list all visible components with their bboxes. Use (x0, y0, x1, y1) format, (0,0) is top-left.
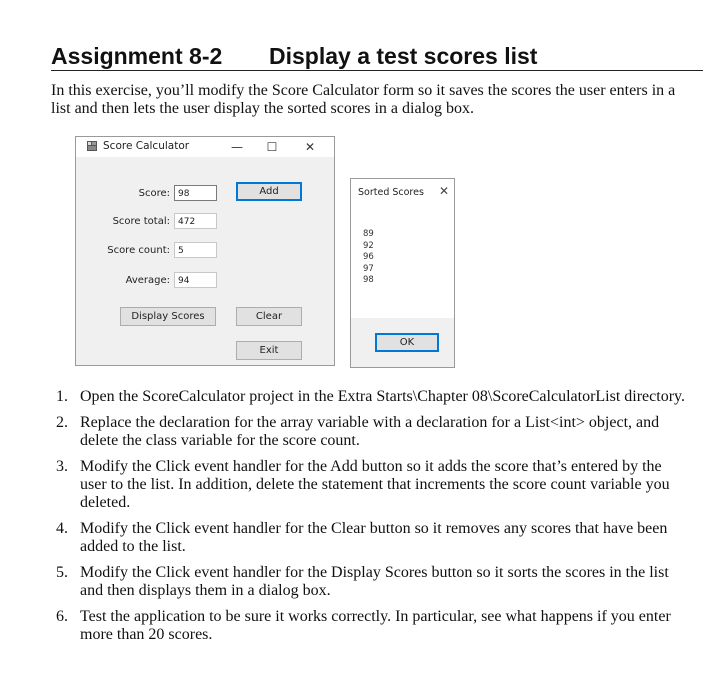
steps-list (51, 388, 691, 652)
step-text: Modify the Click event handler for the Add button so it adds the score that’s entered by the user to the list. In addition, delete the statement that increments the score count variable you deleted. (80, 458, 670, 511)
dialog-close-button[interactable]: ✕ (439, 184, 450, 198)
step-text: Replace the declaration for the array variable with a declaration for a List<int> object, and delete the class variable for the score count. (80, 414, 660, 449)
ok-button[interactable]: OK (375, 333, 439, 352)
sorted-scores-dialog (350, 178, 455, 368)
form-icon (87, 141, 97, 151)
intro-paragraph: In this exercise, you’ll modify the Score Calculator form so it saves the scores the user enters in a list and then lets the user display the sorted scores in a dialog box. (51, 82, 676, 117)
score-total-field: 472 (174, 213, 217, 229)
step-number: 1. (56, 388, 68, 405)
step-text: Open the ScoreCalculator project in the Extra Starts\Chapter 08\ScoreCalculatorList directory. (80, 388, 685, 405)
dialog-title: Sorted Scores (358, 187, 424, 198)
score-calculator-window (75, 136, 335, 366)
step-item (51, 458, 691, 512)
add-button[interactable]: Add (236, 182, 302, 201)
score-label: Score: (138, 188, 170, 199)
dialog-footer (351, 318, 454, 367)
step-text: Modify the Click event handler for the Display Scores button so it sorts the scores in the list and then displays them in a dialog box. (80, 564, 669, 599)
minimize-button[interactable]: — (231, 140, 243, 154)
score-total-label: Score total: (112, 216, 170, 227)
assignment-number: Assignment 8-2 (51, 43, 223, 69)
step-item (51, 608, 691, 644)
close-button[interactable]: ✕ (304, 140, 316, 154)
step-text: Test the application to be sure it works correctly. In particular, see what happens if you enter more than 20 scores. (80, 608, 671, 643)
step-item (51, 388, 691, 406)
step-number: 2. (56, 414, 68, 431)
score-count-label: Score count: (107, 245, 170, 256)
average-field: 94 (174, 272, 217, 288)
display-scores-button[interactable]: Display Scores (120, 307, 216, 326)
assignment-title: Display a test scores list (269, 43, 538, 69)
step-text: Modify the Click event handler for the Clear button so it removes any scores that have been added to the list. (80, 520, 668, 555)
window-title: Score Calculator (103, 140, 190, 152)
step-item (51, 414, 691, 450)
step-number: 3. (56, 458, 68, 475)
step-number: 6. (56, 608, 68, 625)
clear-button[interactable]: Clear (236, 307, 302, 326)
heading-rule (51, 70, 703, 71)
score-input[interactable]: 98 (174, 185, 217, 201)
step-item (51, 564, 691, 600)
sorted-scores-list: 89 92 96 97 98 (363, 229, 374, 285)
maximize-button[interactable]: ☐ (266, 140, 278, 154)
assignment-heading (51, 40, 703, 70)
score-count-field: 5 (174, 242, 217, 258)
step-item (51, 520, 691, 556)
step-number: 4. (56, 520, 68, 537)
average-label: Average: (125, 275, 170, 286)
step-number: 5. (56, 564, 68, 581)
exit-button[interactable]: Exit (236, 341, 302, 360)
window-titlebar (76, 137, 334, 157)
